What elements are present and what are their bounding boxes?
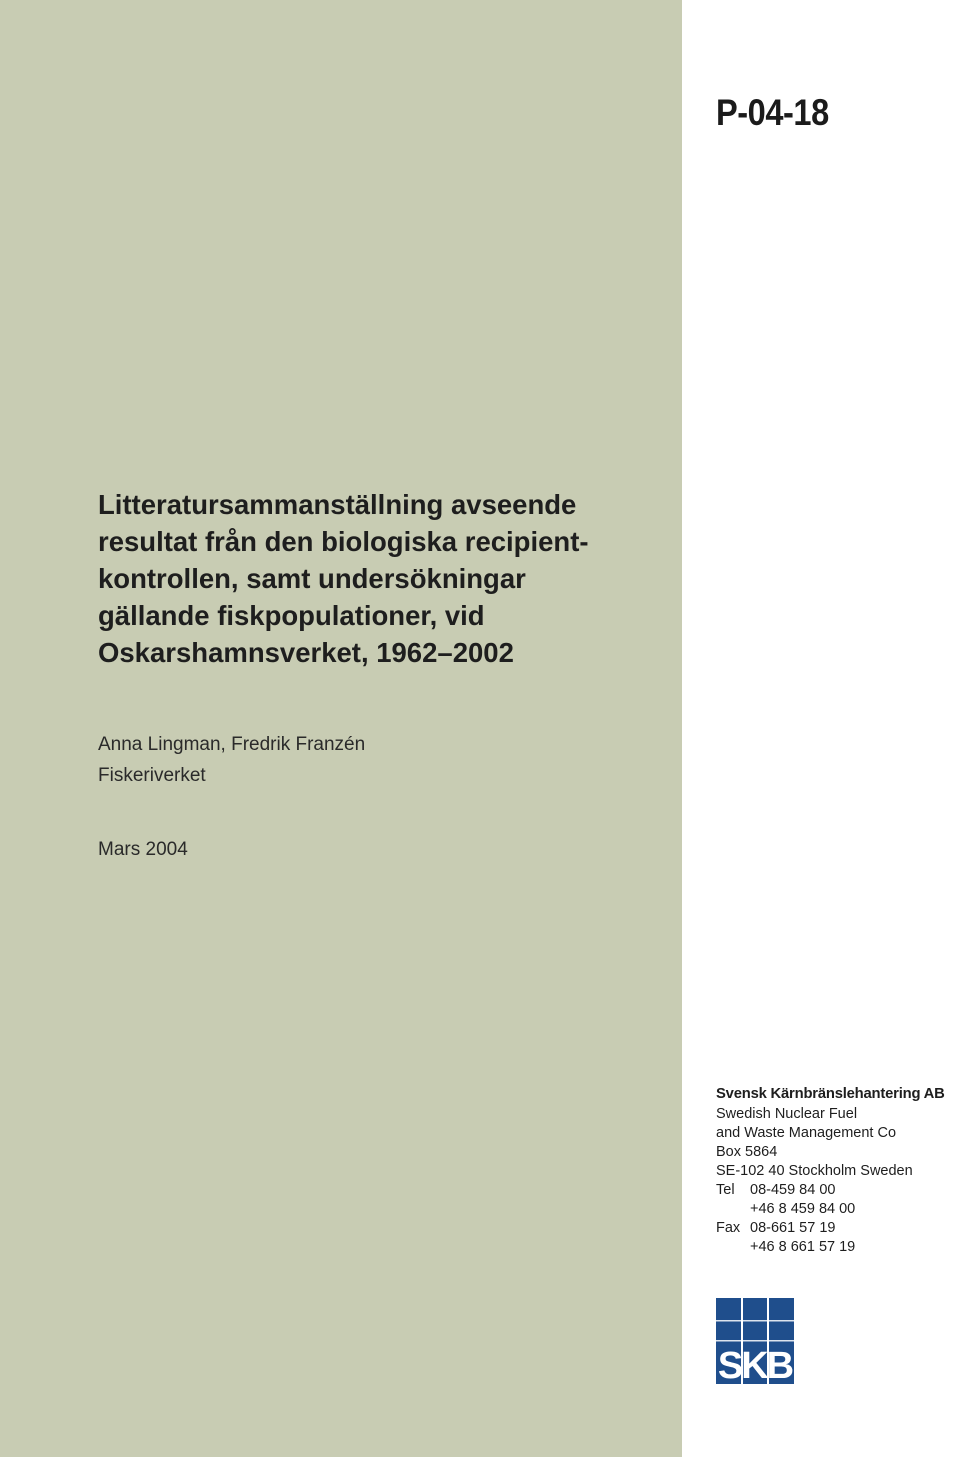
logo-stripe-2 <box>716 1340 794 1342</box>
author-block <box>98 729 365 791</box>
fax-number-1: 08-661 57 19 <box>750 1220 836 1236</box>
tel-number-1: 08-459 84 00 <box>750 1182 836 1198</box>
fax-number-2: +46 8 661 57 19 <box>750 1239 856 1255</box>
tel-row-1 <box>716 1181 960 1200</box>
publisher-english-name-1: Swedish Nuclear Fuel <box>716 1106 858 1122</box>
logo-text: SKB <box>717 1345 793 1384</box>
title-line-1: Litteratursammanställning avseende <box>98 489 577 520</box>
tel-label: Tel <box>716 1182 735 1198</box>
title-line-2: resultat från den biologiska recipient- <box>98 526 589 557</box>
tel-row-2 <box>716 1200 960 1219</box>
fax-label: Fax <box>716 1220 741 1236</box>
title-line-5: Oskarshamnsverket, 1962–2002 <box>98 637 514 668</box>
fax-row-2 <box>716 1238 960 1257</box>
publication-date: Mars 2004 <box>98 839 188 860</box>
title-line-3: kontrollen, samt undersökningar <box>98 563 526 594</box>
author-names: Anna Lingman, Fredrik Franzén <box>98 734 366 755</box>
author-organization: Fiskeriverket <box>98 765 206 786</box>
skb-logo <box>716 1298 794 1384</box>
title-line-4: gällande fiskpopulationer, vid <box>98 600 485 631</box>
publisher-box: Box 5864 <box>716 1144 778 1160</box>
publisher-city: SE-102 40 Stockholm Sweden <box>716 1163 913 1179</box>
publisher-english-name-2: and Waste Management Co <box>716 1125 897 1141</box>
fax-row-1 <box>716 1219 960 1238</box>
publisher-company: Svensk Kärnbränslehantering AB <box>716 1086 945 1102</box>
tel-number-2: +46 8 459 84 00 <box>750 1201 856 1217</box>
publisher-contact <box>716 1085 960 1257</box>
logo-stripe-1 <box>716 1320 794 1322</box>
report-number: P-04-18 <box>716 92 829 133</box>
report-title <box>98 486 678 671</box>
